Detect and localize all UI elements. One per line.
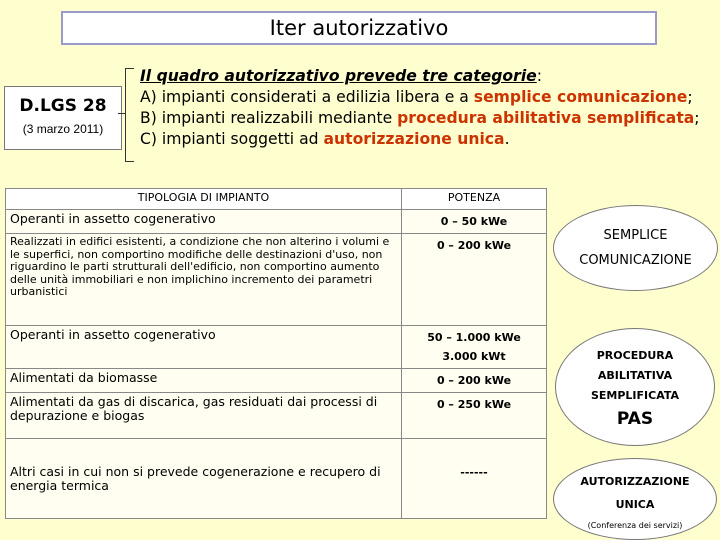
oval-label: SEMPLICE xyxy=(603,228,668,243)
oval-label: ABILITATIVA xyxy=(597,369,673,382)
slide-title: Iter autorizzativo xyxy=(61,11,657,45)
table-row xyxy=(6,439,547,519)
power-cell: 0 – 50 kWe xyxy=(402,210,547,234)
bracket-tick xyxy=(118,113,126,114)
power-cell: 0 – 250 kWe xyxy=(402,393,547,439)
oval-label: (Conferenza dei servizi) xyxy=(587,521,683,530)
oval-label: UNICA xyxy=(615,498,655,511)
header-power: POTENZA xyxy=(402,189,547,210)
power-cell: ------ xyxy=(402,439,547,519)
table-row xyxy=(6,393,547,439)
intro-category-a: A) impianti considerati a edilizia libera e a semplice comunicazione; xyxy=(140,88,693,106)
plant-type-table xyxy=(5,188,547,519)
law-name: D.LGS 28 xyxy=(19,96,107,116)
intro-category-c: C) impianti soggetti ad autorizzazione unica. xyxy=(140,130,510,148)
pas-oval xyxy=(555,328,715,446)
law-reference-box xyxy=(4,86,122,150)
bracket-connector xyxy=(125,68,134,162)
semplice-comunicazione-oval xyxy=(553,205,718,291)
plant-type-cell: Operanti in assetto cogenerativo xyxy=(6,326,402,369)
power-cell: 0 – 200 kWe xyxy=(402,369,547,393)
autorizzazione-unica-oval xyxy=(553,458,717,540)
plant-type-cell: Operanti in assetto cogenerativo xyxy=(6,210,402,234)
table-row xyxy=(6,326,547,369)
plant-type-cell: Realizzati in edifici esistenti, a condizione che non alterino i volumi e le superfici, non comportino modifiche delle destinazioni d'uso, non riguardino le parti strutturali dell'edificio, non comportino aumento delle unità immobiliari e non implichino incremento dei parametri urbanistici xyxy=(6,234,402,326)
plant-type-cell: Altri casi in cui non si prevede cogenerazione e recupero di energia termica xyxy=(6,439,402,519)
plant-type-cell: Alimentati da biomasse xyxy=(6,369,402,393)
oval-label: COMUNICAZIONE xyxy=(579,253,692,268)
intro-heading: Il quadro autorizzativo prevede tre categorie: xyxy=(140,67,543,85)
law-date: (3 marzo 2011) xyxy=(22,122,104,136)
header-plant-type: TIPOLOGIA DI IMPIANTO xyxy=(6,189,402,210)
table-row xyxy=(6,369,547,393)
table-row xyxy=(6,210,547,234)
intro-category-b: B) impianti realizzabili mediante procedura abilitativa semplificata; xyxy=(140,109,700,127)
oval-label: AUTORIZZAZIONE xyxy=(580,475,690,488)
table-header-row xyxy=(6,189,547,210)
intro-text xyxy=(140,66,720,150)
power-cell: 50 – 1.000 kWe 3.000 kWt xyxy=(402,326,547,369)
oval-label: PAS xyxy=(616,409,654,429)
table-row xyxy=(6,234,547,326)
plant-type-cell: Alimentati da gas di discarica, gas residuati dai processi di depurazione e biogas xyxy=(6,393,402,439)
oval-label: SEMPLIFICATA xyxy=(590,389,680,402)
power-cell: 0 – 200 kWe xyxy=(402,234,547,326)
oval-label: PROCEDURA xyxy=(596,349,674,362)
